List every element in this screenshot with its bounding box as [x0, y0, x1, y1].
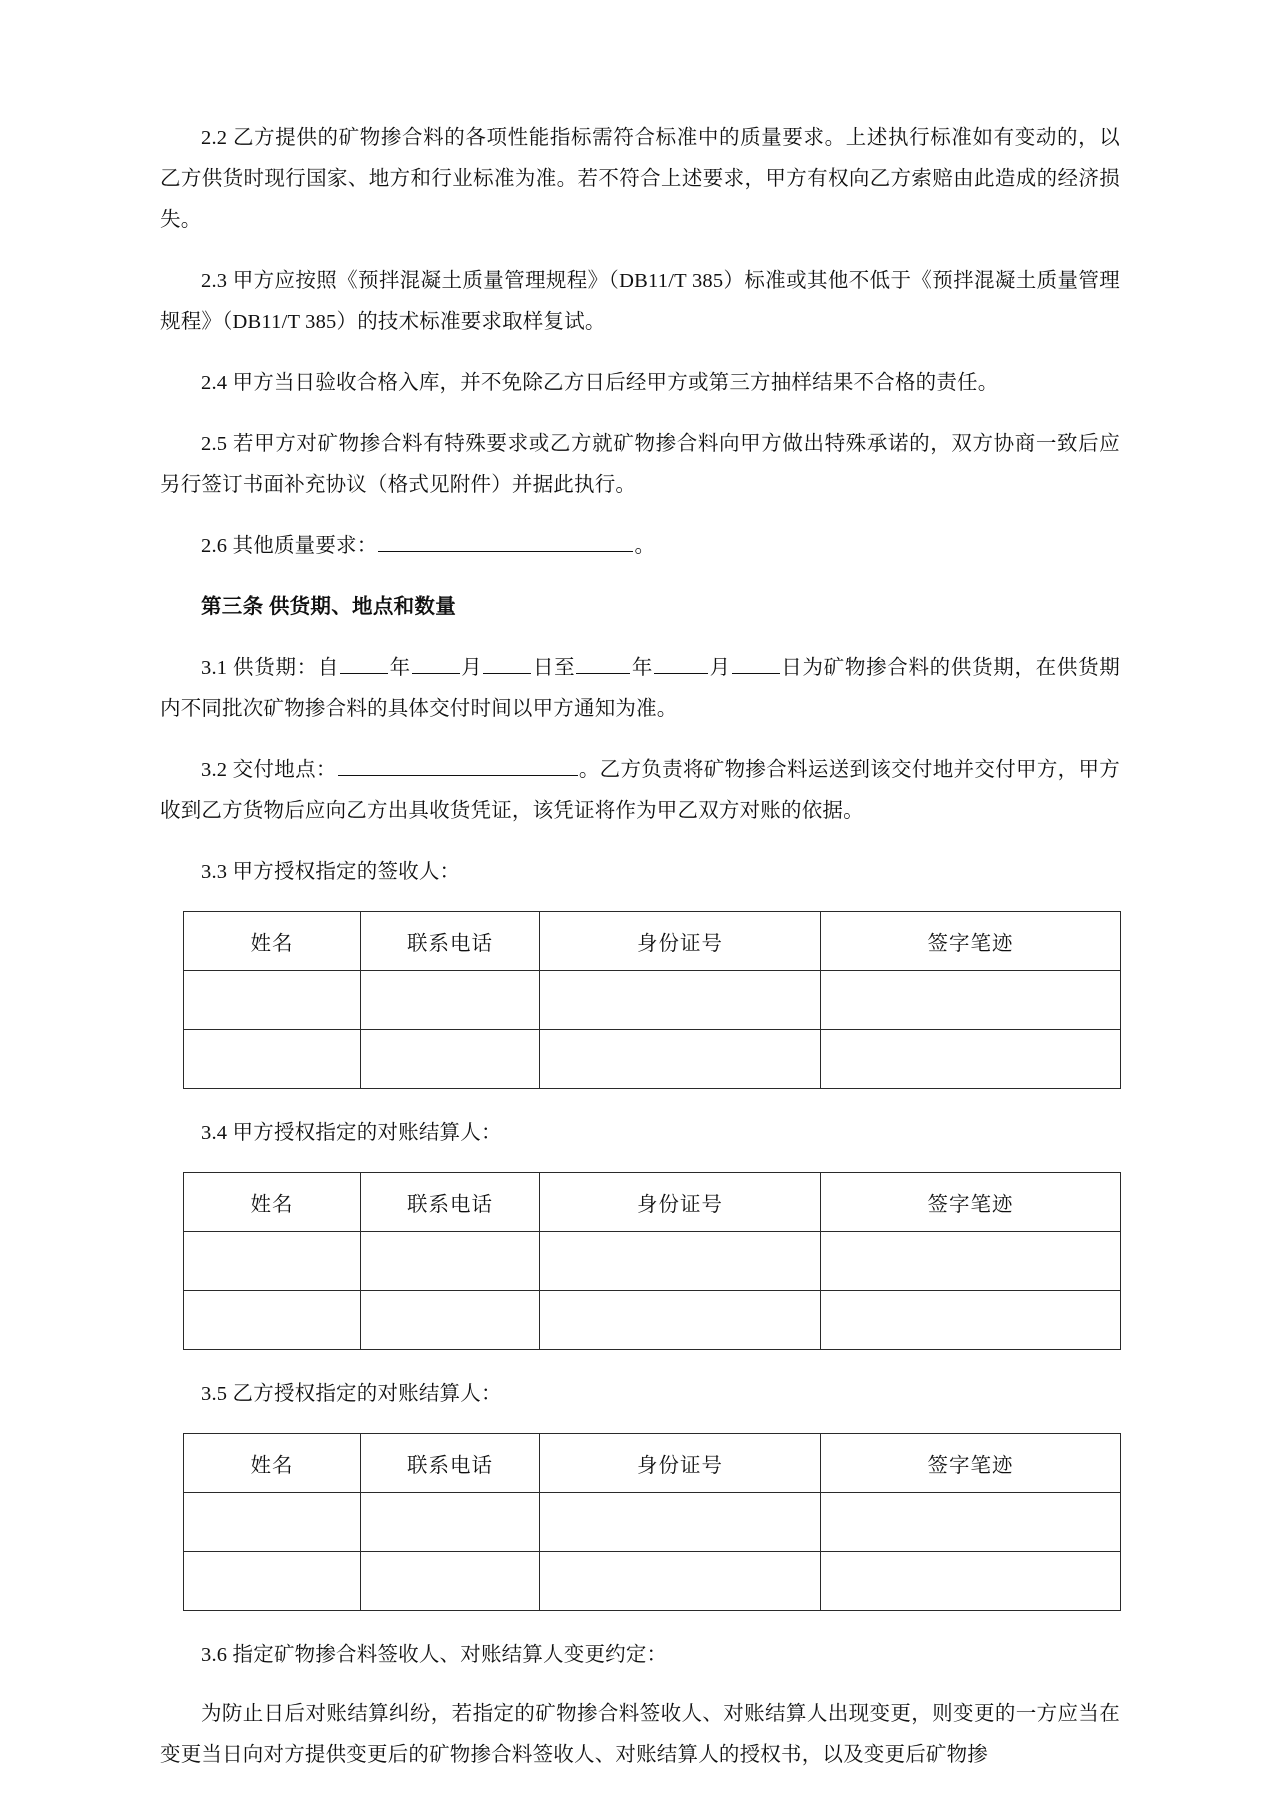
end-day-blank[interactable] [732, 653, 780, 674]
cell-phone[interactable] [361, 971, 540, 1030]
cell-signature[interactable] [821, 1493, 1121, 1552]
paragraph-3-1-tail: 日为矿物掺合料的供货期，在供货期内不同批次矿物掺合料的具体交付时间以甲方通知为准。 [160, 657, 1120, 720]
column-header-phone: 联系电话 [361, 1434, 540, 1493]
column-header-signature: 签字笔迹 [821, 912, 1121, 971]
cell-name[interactable] [184, 1493, 361, 1552]
paragraph-2-5: 2.5 若甲方对矿物掺合料有特殊要求或乙方就矿物掺合料向甲方做出特殊承诺的，双方协商一致后应另行签订书面补充协议（格式见附件）并据此执行。 [160, 433, 1120, 496]
unit-month-start: 月 [460, 657, 483, 679]
cell-name[interactable] [184, 1552, 361, 1611]
column-header-id-number: 身份证号 [540, 1434, 821, 1493]
delivery-location-blank[interactable] [338, 755, 578, 776]
table-party-b-settlement-persons [183, 1433, 1121, 1611]
section-3-heading: 第三条 供货期、地点和数量 [201, 596, 457, 618]
unit-day-to: 日至 [532, 657, 576, 679]
label-3-4-settlement-party-a: 3.4 甲方授权指定的对账结算人： [201, 1122, 502, 1144]
paragraph-2-3: 2.3 甲方应按照《预拌混凝土质量管理规程》（DB11/T 385）标准或其他不低于《预拌混凝土质量管理规程》（DB11/T 385）的技术标准要求取样复试。 [160, 270, 1120, 333]
column-header-name: 姓名 [184, 1173, 361, 1232]
cell-id-number[interactable] [540, 971, 821, 1030]
paragraph-2-4: 2.4 甲方当日验收合格入库，并不免除乙方日后经甲方或第三方抽样结果不合格的责任。 [201, 372, 999, 394]
column-header-phone: 联系电话 [361, 912, 540, 971]
cell-id-number[interactable] [540, 1291, 821, 1350]
paragraph-3-6-body: 为防止日后对账结算纠纷，若指定的矿物掺合料签收人、对账结算人出现变更，则变更的一方应当在变更当日向对方提供变更后的矿物掺合料签收人、对账结算人的授权书，以及变更后矿物掺 [160, 1703, 1120, 1766]
cell-id-number[interactable] [540, 1232, 821, 1291]
table-row [184, 1552, 1121, 1611]
paragraph-2-6-suffix: 。 [634, 535, 656, 557]
label-3-6-change-agreement: 3.6 指定矿物掺合料签收人、对账结算人变更约定： [201, 1644, 668, 1666]
column-header-id-number: 身份证号 [540, 1173, 821, 1232]
cell-phone[interactable] [361, 1291, 540, 1350]
cell-signature[interactable] [821, 971, 1121, 1030]
column-header-name: 姓名 [184, 1434, 361, 1493]
cell-name[interactable] [184, 971, 361, 1030]
paragraph-2-6-prefix: 2.6 其他质量要求： [201, 535, 378, 557]
delivery-location-label: 3.2 交付地点： [201, 759, 337, 781]
column-header-phone: 联系电话 [361, 1173, 540, 1232]
column-header-id-number: 身份证号 [540, 912, 821, 971]
cell-id-number[interactable] [540, 1552, 821, 1611]
start-month-blank[interactable] [412, 653, 460, 674]
table-header-row [184, 912, 1121, 971]
table-row [184, 971, 1121, 1030]
table-header-row [184, 1434, 1121, 1493]
table-row [184, 1232, 1121, 1291]
end-month-blank[interactable] [654, 653, 708, 674]
cell-name[interactable] [184, 1030, 361, 1089]
other-quality-requirement-blank[interactable] [378, 531, 633, 552]
table-row [184, 1493, 1121, 1552]
label-3-5-settlement-party-b: 3.5 乙方授权指定的对账结算人： [201, 1383, 502, 1405]
cell-phone[interactable] [361, 1552, 540, 1611]
column-header-signature: 签字笔迹 [821, 1434, 1121, 1493]
table-row [184, 1030, 1121, 1089]
document-content [160, 118, 1120, 1776]
start-year-blank[interactable] [340, 653, 388, 674]
paragraph-3-2-tail: 。乙方负责将矿物掺合料运送到该交付地并交付甲方，甲方收到乙方货物后应向乙方出具收货凭证，该凭证将作为甲乙双方对账的依据。 [160, 759, 1120, 822]
cell-id-number[interactable] [540, 1493, 821, 1552]
table-header-row [184, 1173, 1121, 1232]
start-day-blank[interactable] [483, 653, 531, 674]
table-authorized-receivers [183, 911, 1121, 1089]
unit-year-start: 年 [389, 657, 411, 679]
cell-phone[interactable] [361, 1232, 540, 1291]
end-year-blank[interactable] [576, 653, 630, 674]
table-row [184, 1291, 1121, 1350]
unit-year-end: 年 [631, 657, 654, 679]
label-3-3-receiver: 3.3 甲方授权指定的签收人： [201, 861, 461, 883]
column-header-name: 姓名 [184, 912, 361, 971]
paragraph-2-2: 2.2 乙方提供的矿物掺合料的各项性能指标需符合标准中的质量要求。上述执行标准如有变动的，以乙方供货时现行国家、地方和行业标准为准。若不符合上述要求，甲方有权向乙方索赔由此造成的经济损失。 [160, 127, 1120, 231]
cell-signature[interactable] [821, 1291, 1121, 1350]
paragraph-3-1 [160, 648, 1120, 730]
cell-id-number[interactable] [540, 1030, 821, 1089]
column-header-signature: 签字笔迹 [821, 1173, 1121, 1232]
table-party-a-settlement-persons [183, 1172, 1121, 1350]
cell-phone[interactable] [361, 1493, 540, 1552]
supply-period-label: 3.1 供货期：自 [201, 657, 340, 679]
cell-name[interactable] [184, 1232, 361, 1291]
unit-month-end: 月 [709, 657, 731, 679]
cell-phone[interactable] [361, 1030, 540, 1089]
cell-name[interactable] [184, 1291, 361, 1350]
paragraph-2-6 [160, 526, 1120, 567]
cell-signature[interactable] [821, 1552, 1121, 1611]
paragraph-3-2 [160, 750, 1120, 832]
cell-signature[interactable] [821, 1232, 1121, 1291]
cell-signature[interactable] [821, 1030, 1121, 1089]
